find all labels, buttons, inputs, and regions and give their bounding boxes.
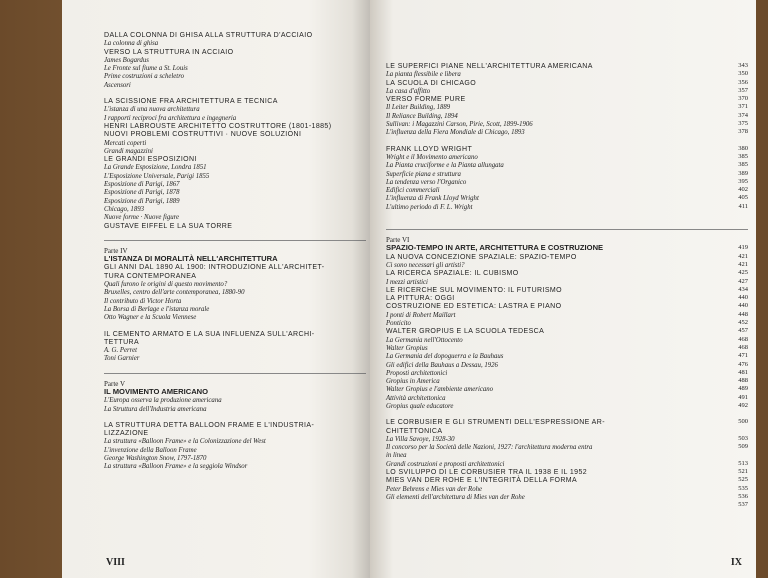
toc-entry-page: 425: [738, 269, 748, 277]
toc-entry: [104, 280, 366, 288]
toc-entry: [104, 155, 366, 163]
toc-entry: [104, 205, 366, 213]
toc-entry-title: Toni Garnier: [104, 355, 140, 363]
toc-entry-page: 434: [738, 285, 748, 293]
toc-entry-title: Edifici commerciali: [386, 187, 440, 195]
toc-entry-title: La Borsa di Berlage e l'istanza morale: [104, 305, 210, 313]
toc-entry-title: Gli elementi dell'architettura di Mies van der Rohe: [386, 493, 525, 501]
toc-entry: [386, 427, 748, 435]
toc-gap: [104, 413, 366, 421]
toc-entry-title: Grandi magazzini: [104, 147, 153, 155]
toc-entry-page: 371: [738, 103, 748, 111]
toc-entry-title: Ascensori: [104, 81, 131, 89]
toc-entry: [104, 122, 366, 130]
toc-entry: [104, 454, 366, 462]
toc-entry-page: 421: [738, 260, 748, 268]
toc-entry: [104, 97, 366, 105]
toc-entry-title: La struttura «Balloon Frame» e la seggiola Windsor: [104, 463, 248, 471]
toc-entry-page: 343: [738, 62, 748, 69]
toc-entry-page: 503: [738, 434, 748, 442]
toc-entry-title: L'Europa osserva la produzione americana: [104, 397, 222, 405]
toc-entry: [386, 170, 748, 178]
toc-entry: [104, 396, 366, 404]
toc-entry: [386, 294, 748, 302]
toc-entry-title: Quali furono le origini di questo movimento?: [104, 281, 228, 289]
toc-entry: [104, 130, 366, 138]
toc-entry-title: Le Fronte sul fiume a St. Louis: [104, 65, 188, 73]
toc-entry-page: 513: [738, 459, 748, 467]
toc-entry: [104, 313, 366, 321]
toc-entry: [104, 197, 366, 205]
toc-entry: [386, 261, 748, 269]
toc-entry-page: 378: [738, 128, 748, 136]
toc-entry-title: Ci sono necessari gli artisti?: [386, 261, 465, 269]
left-toc-list: [104, 31, 366, 471]
toc-entry: [104, 222, 366, 230]
toc-entry-title: I ponti di Robert Maillart: [386, 311, 456, 319]
toc-entry: [104, 462, 366, 470]
toc-entry: [104, 114, 366, 122]
toc-entry: [386, 377, 748, 385]
toc-entry: [104, 288, 366, 296]
toc-entry: [104, 147, 366, 155]
toc-entry: [386, 161, 748, 169]
toc-entry-title: L'ultimo periodo di F. L. Wright: [386, 203, 473, 211]
toc-entry-title: L'ISTANZA DI MORALITÀ NELL'ARCHITETTURA: [104, 254, 278, 264]
toc-entry-title: LA SCUOLA DI CHICAGO: [386, 79, 477, 87]
toc-entry-title: La casa d'affitto: [386, 87, 431, 95]
toc-entry: [104, 421, 366, 429]
toc-entry: [386, 369, 748, 377]
toc-entry: [386, 501, 748, 509]
toc-entry: [104, 139, 366, 147]
toc-entry-title: Esposizione di Parigi, 1878: [104, 189, 180, 197]
toc-entry: [386, 278, 748, 286]
toc-entry: [386, 493, 748, 501]
left-page: [62, 0, 370, 578]
toc-entry: [386, 468, 748, 476]
toc-gap: [386, 137, 748, 145]
toc-entry-title: L'Esposizione Universale, Parigi 1855: [104, 172, 210, 180]
toc-gap: [386, 211, 748, 219]
toc-entry: [104, 354, 366, 362]
toc-entry-page: 395: [738, 177, 748, 185]
toc-entry: [386, 87, 748, 95]
toc-entry: [104, 338, 366, 346]
toc-entry: [386, 269, 748, 277]
toc-entry: [104, 31, 366, 39]
toc-entry-title: Sullivan: i Magazzini Carson, Pirie, Scott, 1899-1906: [386, 121, 533, 129]
toc-entry-title: A. G. Perret: [104, 347, 137, 355]
toc-entry-title: Grandi costruzioni e proposti architettonici: [386, 460, 505, 468]
toc-entry: [104, 56, 366, 64]
toc-entry: [104, 405, 366, 413]
toc-divider: [104, 230, 366, 241]
toc-entry: [104, 39, 366, 47]
toc-entry-page: 421: [738, 252, 748, 260]
toc-entry-title: LIZZAZIONE: [104, 430, 149, 438]
toc-entry-title: DALLA COLONNA DI GHISA ALLA STRUTTURA D'ACCIAIO: [104, 32, 313, 39]
toc-entry: [386, 311, 748, 319]
book-gutter-shadow: [352, 0, 370, 578]
toc-entry-title: Walter Gropius e l'ambiente americano: [386, 386, 494, 394]
toc-entry-title: James Bogardus: [104, 56, 149, 64]
toc-entry: [386, 70, 748, 78]
toc-entry: [386, 361, 748, 369]
toc-entry-title: L'invenzione della Balloon Frame: [104, 446, 197, 454]
right-page: [370, 0, 756, 578]
toc-entry: [386, 79, 748, 87]
toc-entry-title: WALTER GROPIUS E LA SCUOLA TEDESCA: [386, 328, 545, 336]
toc-entry: [386, 286, 748, 294]
toc-entry: [386, 385, 748, 393]
toc-entry-title: Il Leiter Building, 1889: [386, 104, 451, 112]
toc-entry-title: Gropius in America: [386, 378, 440, 386]
toc-entry-title: L'istanza di una nuova architettura: [104, 106, 200, 114]
toc-entry-title: Parte VI: [386, 236, 410, 245]
toc-entry-page: 476: [738, 360, 748, 368]
right-toc-list: [386, 62, 748, 510]
toc-entry: [104, 330, 366, 338]
toc-entry-title: Gropius quale educatore: [386, 402, 454, 410]
left-page-number: VIII: [106, 557, 125, 568]
toc-entry-page: 375: [738, 120, 748, 128]
toc-entry-page: 535: [738, 484, 748, 492]
toc-entry: [386, 244, 748, 252]
toc-entry: [386, 435, 748, 443]
toc-entry-page: 350: [738, 70, 748, 78]
toc-entry-title: COSTRUZIONE ED ESTETICA: LASTRA E PIANO: [386, 303, 562, 311]
toc-entry-page: 481: [738, 368, 748, 376]
toc-entry-title: VERSO FORME PURE: [386, 96, 466, 104]
toc-entry: [386, 443, 748, 451]
toc-entry-title: Gli edifici della Bauhaus a Dessau, 1926: [386, 361, 498, 369]
toc-entry-page: 385: [738, 152, 748, 160]
toc-entry-page: 427: [738, 277, 748, 285]
toc-entry-title: Otto Wagner e la Scuola Viennese: [104, 314, 197, 322]
toc-entry: [386, 476, 748, 484]
toc-entry-title: Chicago, 1893: [104, 205, 145, 213]
toc-entry: [386, 145, 748, 153]
toc-entry-page: 448: [738, 310, 748, 318]
toc-entry-title: Prime costruzioni a scheletro: [104, 73, 184, 81]
toc-entry-page: 440: [738, 302, 748, 310]
toc-entry-title: Esposizione di Parigi, 1867: [104, 181, 180, 189]
toc-entry-title: Attività architettonica: [386, 394, 446, 402]
toc-entry-title: LA SCISSIONE FRA ARCHITETTURA E TECNICA: [104, 98, 278, 106]
toc-entry-title: La struttura «Balloon Frame» e la Colonizzazione del West: [104, 438, 266, 446]
toc-entry-page: 525: [738, 476, 748, 484]
toc-entry-title: La Germania del dopoguerra e la Bauhaus: [386, 353, 504, 361]
toc-entry: [386, 394, 748, 402]
toc-entry: [104, 272, 366, 280]
toc-entry-page: 500: [738, 418, 748, 426]
toc-entry-title: Ponticito: [386, 320, 411, 328]
toc-entry: [104, 446, 366, 454]
toc-entry-title: HENRI LABROUSTE ARCHITETTO COSTRUTTORE (1801-1885): [104, 122, 332, 130]
toc-entry: [386, 95, 748, 103]
toc-entry-page: 419: [738, 244, 748, 252]
toc-entry-page: 509: [738, 443, 748, 451]
toc-entry: [104, 305, 366, 313]
toc-entry-page: 402: [738, 186, 748, 194]
toc-entry-title: Mercati coperti: [104, 139, 147, 147]
toc-entry: [104, 429, 366, 437]
toc-entry-title: Wright e il Movimento americano: [386, 153, 478, 161]
toc-entry-title: LA STRUTTURA DETTA BALLOON FRAME E L'INDUSTRIA-: [104, 421, 315, 429]
toc-entry-title: Superficie piana e struttura: [386, 170, 461, 178]
toc-entry-page: 521: [738, 468, 748, 476]
toc-entry: [386, 319, 748, 327]
toc-entry-title: La Grande Esposizione, Londra 1851: [104, 164, 207, 172]
toc-entry: [386, 128, 748, 136]
toc-entry: [386, 203, 748, 211]
toc-entry-page: 492: [738, 401, 748, 409]
toc-entry-title: La Struttura dell'Industria americana: [104, 405, 207, 413]
toc-entry-title: CHITETTONICA: [386, 427, 443, 435]
toc-entry-page: 411: [738, 202, 748, 210]
toc-entry-title: Bruxelles, centro dell'arte contemporanea, 1880-90: [104, 289, 245, 297]
toc-entry-title: LA RICERCA SPAZIALE: IL CUBISMO: [386, 270, 519, 278]
toc-entry-title: Il Reliance Building, 1894: [386, 112, 458, 120]
toc-entry-title: La tendenza verso l'Organico: [386, 178, 467, 186]
toc-entry-title: SPAZIO-TEMPO IN ARTE, ARCHITETTURA E COSTRUZIONE: [386, 243, 604, 253]
toc-entry-page: 452: [738, 319, 748, 327]
toc-entry-title: I mezzi artistici: [386, 278, 428, 286]
toc-entry-title: LO SVILUPPO DI LE CORBUSIER TRA IL 1938 E IL 1952: [386, 469, 588, 477]
toc-entry-page: 374: [738, 111, 748, 119]
toc-entry: [104, 105, 366, 113]
toc-entry-title: LE GRANDI ESPOSIZIONI: [104, 156, 197, 164]
toc-entry-page: 357: [738, 86, 748, 94]
toc-entry: [104, 81, 366, 89]
toc-entry-page: 468: [738, 343, 748, 351]
toc-entry: [104, 180, 366, 188]
toc-entry-page: 457: [738, 327, 748, 335]
toc-entry: [386, 302, 748, 310]
toc-entry-title: LE CORBUSIER E GLI STRUMENTI DELL'ESPRESSIONE AR-: [386, 419, 605, 427]
toc-entry-title: Parte V: [104, 379, 126, 388]
toc-entry-title: FRANK LLOYD WRIGHT: [386, 145, 473, 153]
toc-entry: [386, 327, 748, 335]
toc-entry-page: 468: [738, 335, 748, 343]
toc-entry-title: IL CEMENTO ARMATO E LA SUA INFLUENZA SULL'ARCHI-: [104, 330, 315, 338]
toc-entry-title: I rapporti reciproci fra architettura e ingegneria: [104, 114, 237, 122]
toc-entry-page: 440: [738, 294, 748, 302]
toc-entry-title: LE SUPERFICI PIANE NELL'ARCHITETTURA AMERICANA: [386, 63, 593, 70]
toc-entry: [386, 103, 748, 111]
toc-gap: [386, 410, 748, 418]
toc-entry: [386, 253, 748, 261]
toc-entry-page: 356: [738, 78, 748, 86]
toc-entry: [386, 194, 748, 202]
toc-entry-page: 489: [738, 385, 748, 393]
toc-entry-title: TURA CONTEMPORANEA: [104, 272, 197, 280]
toc-entry-title: Parte IV: [104, 246, 128, 255]
toc-entry-title: GUSTAVE EIFFEL E LA SUA TORRE: [104, 222, 233, 230]
toc-entry: [386, 120, 748, 128]
toc-entry-page: 537: [738, 501, 748, 509]
toc-entry-title: LA PITTURA: OGGI: [386, 295, 455, 303]
toc-entry: [386, 344, 748, 352]
toc-entry-title: GLI ANNI DAL 1890 AL 1900: INTRODUZIONE ALL'ARCHITET-: [104, 264, 325, 272]
toc-entry: [386, 418, 748, 426]
toc-entry-page: 385: [738, 161, 748, 169]
toc-entry-title: in linea: [386, 452, 407, 460]
toc-entry: [104, 263, 366, 271]
toc-gap: [104, 322, 366, 330]
toc-entry: [386, 178, 748, 186]
toc-entry-title: Peter Behrens e Mies van der Rohe: [386, 485, 483, 493]
toc-entry: [104, 163, 366, 171]
toc-entry: [104, 48, 366, 56]
toc-entry-title: Walter Gropius: [386, 344, 428, 352]
toc-entry: [104, 346, 366, 354]
toc-entry-page: 370: [738, 95, 748, 103]
toc-entry: [386, 460, 748, 468]
toc-entry-title: TETTURA: [104, 338, 140, 346]
toc-entry-title: La Pianta cruciforme e la Pianta allungata: [386, 162, 504, 170]
toc-entry: [386, 62, 748, 70]
toc-entry-title: VERSO LA STRUTTURA IN ACCIAIO: [104, 48, 234, 56]
toc-entry-page: 380: [738, 144, 748, 152]
toc-entry-title: Esposizione di Parigi, 1889: [104, 197, 180, 205]
toc-entry: [104, 64, 366, 72]
toc-entry-title: Il contributo di Victor Horta: [104, 297, 182, 305]
toc-entry-title: La colonna di ghisa: [104, 40, 159, 48]
toc-entry-title: L'influenza della Fiera Mondiale di Chicago, 1893: [386, 129, 525, 137]
toc-entry: [386, 336, 748, 344]
toc-divider: [386, 219, 748, 230]
toc-entry-page: 389: [738, 169, 748, 177]
toc-gap: [104, 89, 366, 97]
toc-entry: [104, 297, 366, 305]
toc-entry-title: LE RICERCHE SUL MOVIMENTO: IL FUTURISMO: [386, 286, 562, 294]
toc-entry-title: Il concorso per la Società delle Nazioni, 1927: l'architettura moderna entra: [386, 444, 593, 452]
toc-entry: [104, 213, 366, 221]
toc-divider: [104, 363, 366, 374]
toc-entry: [104, 172, 366, 180]
toc-entry: [386, 402, 748, 410]
toc-entry-title: La pianta flessibile e libera: [386, 71, 461, 79]
toc-entry-title: La Villa Savoye, 1928-30: [386, 435, 455, 443]
toc-entry: [104, 188, 366, 196]
toc-entry: [386, 485, 748, 493]
toc-entry-title: Nuove forme · Nuove figure: [104, 214, 180, 222]
toc-entry-title: LA NUOVA CONCEZIONE SPAZIALE: SPAZIO-TEMPO: [386, 253, 577, 261]
toc-entry: [386, 112, 748, 120]
toc-entry: [386, 186, 748, 194]
toc-entry-title: Proposti architettonici: [386, 369, 448, 377]
toc-entry-title: La Germania nell'Ottocento: [386, 336, 463, 344]
toc-entry-page: 488: [738, 377, 748, 385]
toc-entry: [104, 255, 366, 263]
toc-entry: [104, 437, 366, 445]
toc-entry: [386, 451, 748, 459]
toc-entry-page: 471: [738, 352, 748, 360]
right-page-number: IX: [730, 557, 742, 568]
toc-entry-page: 405: [738, 194, 748, 202]
toc-entry: [386, 153, 748, 161]
toc-entry-title: IL MOVIMENTO AMERICANO: [104, 386, 209, 396]
toc-entry-title: George Washington Snow, 1797-1870: [104, 455, 207, 463]
toc-entry: [104, 72, 366, 80]
toc-entry-title: NUOVI PROBLEMI COSTRUTTIVI · NUOVE SOLUZIONI: [104, 131, 302, 139]
toc-entry-title: L'influenza di Frank Lloyd Wright: [386, 195, 479, 203]
toc-entry: [386, 352, 748, 360]
toc-entry-page: 491: [738, 393, 748, 401]
toc-entry-title: MIES VAN DER ROHE E L'INTEGRITÀ DELLA FORMA: [386, 477, 578, 485]
toc-entry: [104, 388, 366, 396]
toc-entry-page: 536: [738, 492, 748, 500]
